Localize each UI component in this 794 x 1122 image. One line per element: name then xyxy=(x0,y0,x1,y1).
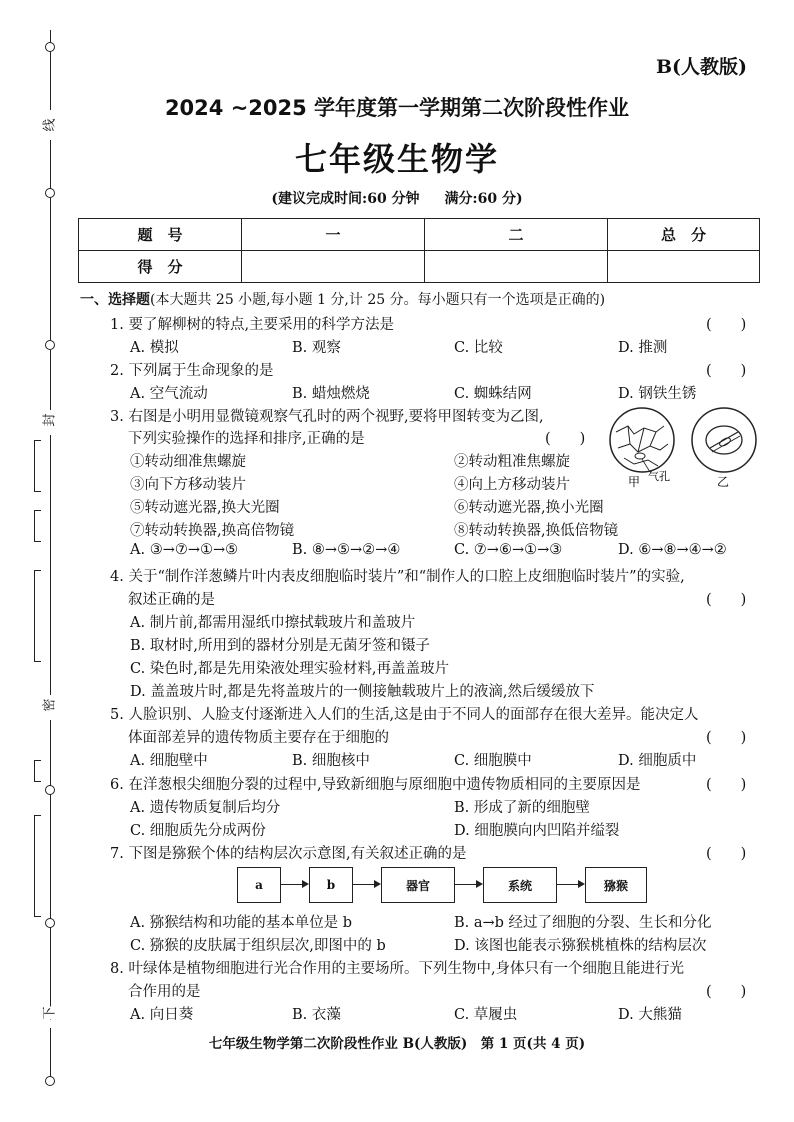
question-4-stem-cont: 叙述正确的是 xyxy=(128,592,215,608)
question-1-stem: 1. 要了解柳树的特点,主要采用的科学方法是 xyxy=(110,317,395,333)
margin-bracket xyxy=(34,510,41,542)
option-b[interactable]: B. 衣藻 xyxy=(292,1007,341,1023)
option-d[interactable]: D. ⑥→⑧→④→② xyxy=(618,542,727,558)
answer-blank[interactable]: ( ) xyxy=(706,777,747,793)
flow-box-b: b xyxy=(309,867,353,903)
time-info: (建议完成时间:60 分钟 xyxy=(271,191,420,207)
microscope-fields-figure xyxy=(604,404,764,488)
section-title: 一、选择题 xyxy=(80,292,150,308)
margin-hole xyxy=(45,42,55,52)
option-c[interactable]: C. 染色时,都是先用染液处理实验材料,再盖盖玻片 xyxy=(130,661,450,677)
option-b[interactable]: B. 蜡烛燃烧 xyxy=(292,386,370,402)
question-8-stem: 8. 叶绿体是植物细胞进行光合作用的主要场所。下列生物中,身体只有一个细胞且能进行光 xyxy=(110,961,685,977)
edition-label: B(人教版) xyxy=(656,56,748,78)
table-cell: 得 分 xyxy=(79,251,242,283)
option-b[interactable]: B. 细胞核中 xyxy=(292,753,370,769)
option-a[interactable]: A. ③→⑦→①→⑤ xyxy=(130,542,239,558)
step-7: ⑦转动转换器,换高倍物镜 xyxy=(130,523,295,539)
margin-hole xyxy=(45,340,55,350)
margin-char: 封 xyxy=(42,413,58,427)
label-yi: 乙 xyxy=(717,475,730,488)
exam-year-title: 2024 ~2025 学年度第一学期第二次阶段性作业 xyxy=(164,96,630,120)
margin-char: 密 xyxy=(42,698,58,712)
option-d[interactable]: D. 大熊猫 xyxy=(618,1007,682,1023)
question-4-stem: 4. 关于“制作洋葱鳞片叶内表皮细胞临时装片”和“制作人的口腔上皮细胞临时装片”的实验, xyxy=(110,569,685,585)
section-note: (本大题共 25 小题,每小题 1 分,计 25 分。每小题只有一个选项是正确的) xyxy=(150,292,606,308)
step-3: ③向下方移动装片 xyxy=(130,477,246,493)
answer-blank[interactable]: ( ) xyxy=(545,431,586,447)
option-a[interactable]: A. 细胞壁中 xyxy=(130,753,208,769)
margin-char: 线 xyxy=(42,118,58,132)
option-d[interactable]: D. 钢铁生锈 xyxy=(618,386,697,402)
option-c[interactable]: C. ⑦→⑥→①→③ xyxy=(454,542,563,558)
option-c[interactable]: C. 蜘蛛结网 xyxy=(454,386,532,402)
question-5-stem: 5. 人脸识别、人脸支付逐渐进入人们的生活,这是由于不同人的面部存在很大差异。能决定人 xyxy=(110,707,699,723)
margin-line xyxy=(50,435,51,695)
flow-arrow xyxy=(557,884,583,885)
answer-blank[interactable]: ( ) xyxy=(706,363,747,379)
margin-bracket xyxy=(34,815,41,917)
option-a[interactable]: A. 猕猴结构和功能的基本单位是 b xyxy=(130,915,353,931)
option-b[interactable]: B. 观察 xyxy=(292,340,341,356)
field-yi xyxy=(692,408,756,472)
option-a[interactable]: A. 空气流动 xyxy=(130,386,208,402)
option-b[interactable]: B. ⑧→⑤→②→④ xyxy=(292,542,401,558)
table-row xyxy=(79,219,760,251)
option-a[interactable]: A. 制片前,都需用湿纸巾擦拭载玻片和盖玻片 xyxy=(130,615,416,631)
option-c[interactable]: C. 细胞质先分成两份 xyxy=(130,823,266,839)
margin-bracket xyxy=(34,440,41,492)
option-a[interactable]: A. 遗传物质复制后均分 xyxy=(130,800,281,816)
option-b[interactable]: B. 形成了新的细胞壁 xyxy=(454,800,590,816)
option-d[interactable]: D. 推测 xyxy=(618,340,668,356)
margin-char: 下 xyxy=(42,1006,58,1020)
exam-info xyxy=(0,188,794,208)
question-3-stem-cont: 下列实验操作的选择和排序,正确的是 xyxy=(128,431,365,447)
step-5: ⑤转动遮光器,换大光圈 xyxy=(130,500,280,516)
margin-line xyxy=(50,720,51,1020)
option-d[interactable]: D. 该图也能表示猕猴桃植株的结构层次 xyxy=(454,938,707,954)
field-jia xyxy=(610,408,674,472)
table-cell: 总 分 xyxy=(608,219,760,251)
label-jia: 甲 xyxy=(628,475,641,488)
step-1: ①转动细准焦螺旋 xyxy=(130,454,246,470)
answer-blank[interactable]: ( ) xyxy=(706,846,747,862)
table-row xyxy=(79,251,760,283)
margin-hole xyxy=(45,785,55,795)
step-8: ⑧转动转换器,换低倍物镜 xyxy=(454,523,619,539)
answer-blank[interactable]: ( ) xyxy=(706,730,747,746)
section-heading xyxy=(80,289,605,309)
step-2: ②转动粗准焦螺旋 xyxy=(454,454,570,470)
flow-arrow xyxy=(281,884,307,885)
question-7-stem: 7. 下图是猕猴个体的结构层次示意图,有关叙述正确的是 xyxy=(110,846,467,862)
label-qikong: 气孔 xyxy=(648,470,670,483)
score-cell[interactable] xyxy=(425,251,608,283)
option-a[interactable]: A. 向日葵 xyxy=(130,1007,194,1023)
score-info: 满分:60 分) xyxy=(444,191,523,207)
table-cell: 一 xyxy=(242,219,425,251)
score-cell[interactable] xyxy=(242,251,425,283)
table-cell: 二 xyxy=(425,219,608,251)
option-a[interactable]: A. 模拟 xyxy=(130,340,179,356)
question-8-stem-cont: 合作用的是 xyxy=(128,984,201,1000)
margin-bracket xyxy=(34,760,41,782)
question-6-stem: 6. 在洋葱根尖细胞分裂的过程中,导致新细胞与原细胞中遗传物质相同的主要原因是 xyxy=(110,777,641,793)
option-b[interactable]: B. 取材时,所用到的器材分别是无菌牙签和镊子 xyxy=(130,638,430,654)
score-cell[interactable] xyxy=(608,251,760,283)
flow-arrow xyxy=(353,884,379,885)
margin-hole xyxy=(45,918,55,928)
step-4: ④向上方移动装片 xyxy=(454,477,570,493)
margin-bracket xyxy=(34,570,41,662)
option-c[interactable]: C. 猕猴的皮肤属于组织层次,即图中的 b xyxy=(130,938,386,954)
question-5-stem-cont: 体面部差异的遗传物质主要存在于细胞的 xyxy=(128,730,389,746)
answer-blank[interactable]: ( ) xyxy=(706,317,747,333)
question-2-stem: 2. 下列属于生命现象的是 xyxy=(110,363,274,379)
answer-blank[interactable]: ( ) xyxy=(706,984,747,1000)
option-c[interactable]: C. 草履虫 xyxy=(454,1007,518,1023)
flow-arrow xyxy=(455,884,481,885)
step-6: ⑥转动遮光器,换小光圈 xyxy=(454,500,604,516)
option-d[interactable]: D. 盖盖玻片时,都是先将盖玻片的一侧接触载玻片上的液滴,然后缓缓放下 xyxy=(130,684,595,700)
flow-box-a: a xyxy=(237,867,281,903)
answer-blank[interactable]: ( ) xyxy=(706,592,747,608)
page-footer: 七年级生物学第二次阶段性作业 B(人教版) 第 1 页(共 4 页) xyxy=(208,1036,586,1052)
flow-box-system: 系统 xyxy=(483,867,557,903)
table-cell: 题 号 xyxy=(79,219,242,251)
option-d[interactable]: D. 细胞膜向内凹陷并缢裂 xyxy=(454,823,620,839)
score-table xyxy=(78,218,760,283)
flow-box-monkey: 猕猴 xyxy=(585,867,647,903)
option-c[interactable]: C. 细胞膜中 xyxy=(454,753,532,769)
option-b[interactable]: B. a→b 经过了细胞的分裂、生长和分化 xyxy=(454,915,712,931)
option-c[interactable]: C. 比较 xyxy=(454,340,503,356)
question-3-stem: 3. 右图是小明用显微镜观察气孔时的两个视野,要将甲图转变为乙图, xyxy=(110,409,544,425)
option-d[interactable]: D. 细胞质中 xyxy=(618,753,697,769)
margin-line xyxy=(50,350,51,410)
margin-hole xyxy=(45,1076,55,1086)
page-title: 七年级生物学 xyxy=(294,140,499,178)
flow-box-organ: 器官 xyxy=(381,867,455,903)
